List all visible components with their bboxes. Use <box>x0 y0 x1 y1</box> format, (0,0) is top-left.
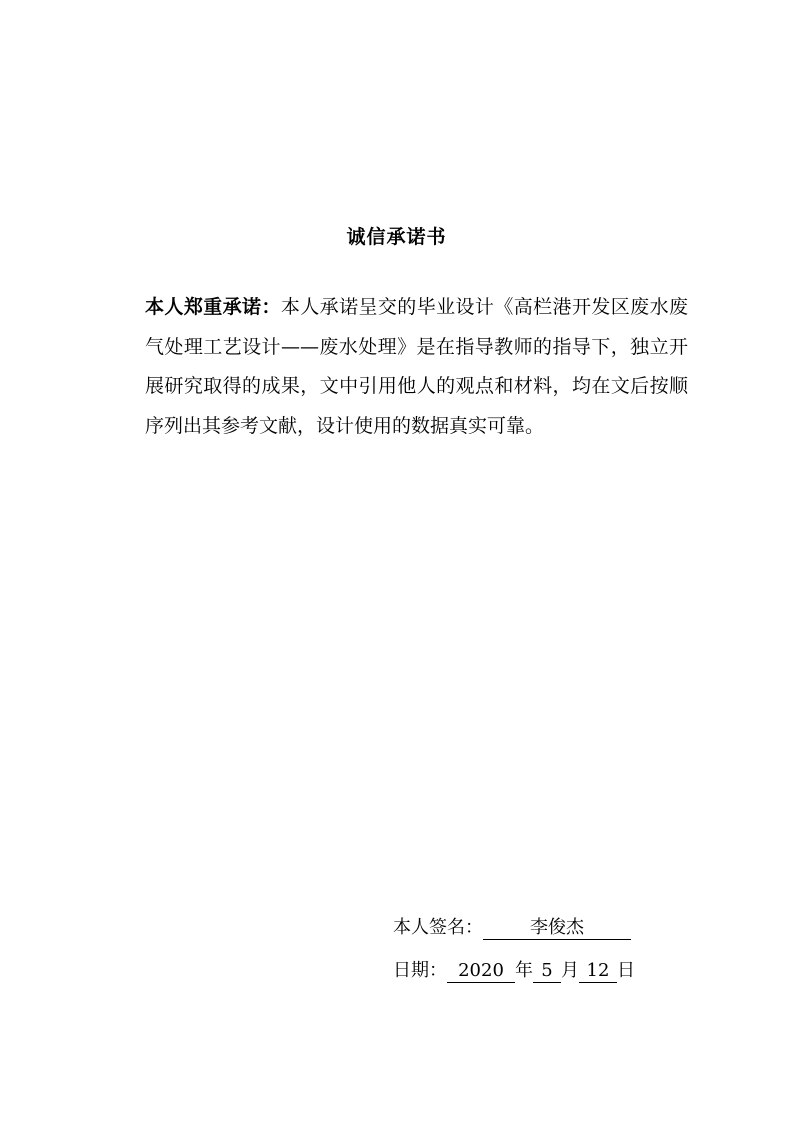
date-label: 日期： <box>393 960 447 981</box>
pledge-lead: 本人郑重承诺： <box>145 296 281 318</box>
date-year-unit: 年 <box>515 960 533 981</box>
pledge-paragraph <box>145 288 688 446</box>
date-month: 5 <box>533 960 561 983</box>
document-title: 诚信承诺书 <box>346 226 447 248</box>
date-line <box>393 956 635 983</box>
signature-name: 李俊杰 <box>483 917 631 940</box>
date-month-unit: 月 <box>561 960 579 981</box>
date-year: 2020 <box>447 960 515 983</box>
signature-label: 本人签名： <box>393 917 483 938</box>
date-day-unit: 日 <box>617 960 635 981</box>
pledge-text: 本人承诺呈交的毕业设计《高栏港开发区废水废气处理工艺设计——废水处理》是在指导教师的指导下，独立开展研究取得的成果，文中引用他人的观点和材料，均在文后按顺序列出其参考文献，设计使用的数据真实可靠。 <box>145 296 688 437</box>
signature-line <box>393 913 631 940</box>
date-day: 12 <box>579 960 617 983</box>
